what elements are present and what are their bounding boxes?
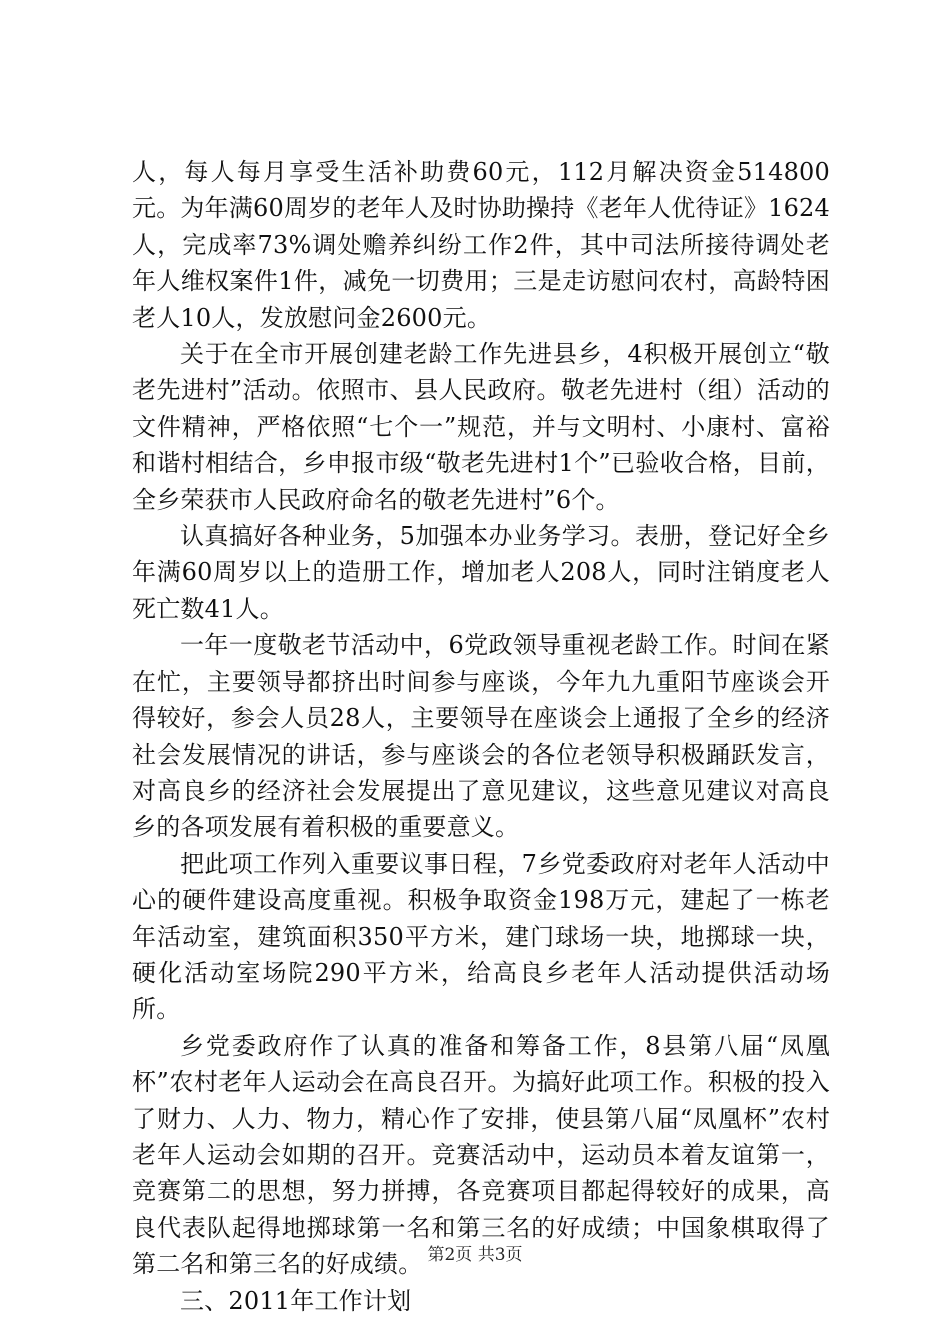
paragraph-item-6: 一年一度敬老节活动中，6党政领导重视老龄工作。时间在紧在忙，主要领导都挤出时间参与座谈，今年九九重阳节座谈会开得较好，参会人员28人，主要领导在座谈会上通报了全乡的经济社会发展情况的讲话，参与座谈会的各位老领导积极踊跃发言，对高良乡的经济社会发展提出了意见建议，这些意见建议对高良乡的各项发展有着积极的重要意义。 <box>132 631 830 842</box>
paragraph-item-4: 关于在全市开展创建老龄工作先进县乡，4积极开展创立“敬老先进村”活动。依照市、县人民政府。敬老先进村（组）活动的文件精神，严格依照“七个一”规范，并与文明村、小康村、富裕和谐村相结合，乡申报市级“敬老先进村1个”已验收合格，目前，全乡荣获市人民政府命名的敬老先进村”6个。 <box>132 340 830 514</box>
page-number: 第2页 共3页 <box>427 1245 523 1265</box>
section-heading: 三、2011年工作计划 <box>180 1286 412 1315</box>
document-body <box>132 154 830 1319</box>
paragraph-item-8: 乡党委政府作了认真的准备和筹备工作，8县第八届“凤凰杯”农村老年人运动会在高良召开。为搞好此项工作。积极的投入了财力、人力、物力，精心作了安排，使县第八届“凤凰杯”农村老年人运动会如期的召开。竞赛活动中，运动员本着友谊第一，竞赛第二的思想，努力拼搏，各竞赛项目都起得较好的成果，高良代表队起得地掷球第一名和第三名的好成绩；中国象棋取得了第二名和第三名的好成绩。 <box>132 1031 830 1279</box>
paragraph-item-7: 把此项工作列入重要议事日程，7乡党委政府对老年人活动中心的硬件建设高度重视。积极争取资金198万元，建起了一栋老年活动室，建筑面积350平方米，建门球场一块，地掷球一块，硬化活动室场院290平方米，给高良乡老年人活动提供活动场所。 <box>132 849 830 1024</box>
paragraph-item-5: 认真搞好各种业务，5加强本办业务学习。表册，登记好全乡年满60周岁以上的造册工作，增加老人208人，同时注销度老人死亡数41人。 <box>132 522 830 623</box>
paragraph-continuation: 人，每人每月享受生活补助费60元，112月解决资金514800元。为年满60周岁的老年人及时协助操持《老年人优待证》1624人，完成率73%调处赡养纠纷工作2件，其中司法所接待调处老年人维权案件1件，减免一切费用；三是走访慰问农村，高龄特困老人10人，发放慰问金2600元。 <box>132 158 830 332</box>
